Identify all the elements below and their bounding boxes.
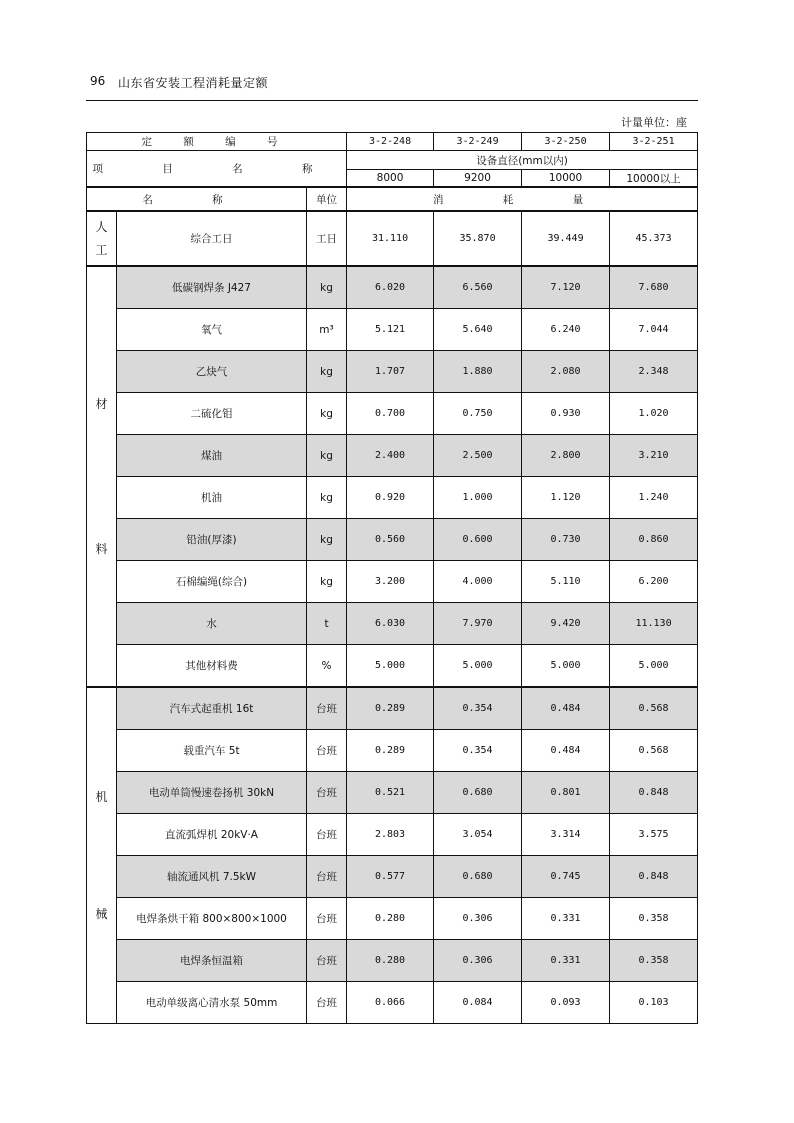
value-cell: 9.420: [522, 603, 610, 645]
value-cell: 0.860: [610, 519, 698, 561]
group-label: 设备直径(mm以内): [347, 151, 698, 170]
code-cell: 3-2-249: [434, 133, 522, 151]
item-name: 电焊条恒温箱: [117, 940, 307, 982]
value-cell: 7.680: [610, 266, 698, 309]
value-cell: 0.560: [347, 519, 434, 561]
header-rule: [86, 100, 698, 101]
value-cell: 0.930: [522, 393, 610, 435]
value-cell: 0.484: [522, 730, 610, 772]
item-unit: t: [307, 603, 347, 645]
value-cell: 4.000: [434, 561, 522, 603]
item-name: 氧气: [117, 309, 307, 351]
material-row: [87, 519, 698, 561]
item-unit: 台班: [307, 898, 347, 940]
item-name: 直流弧焊机 20kV·A: [117, 814, 307, 856]
item-unit: kg: [307, 351, 347, 393]
value-cell: 1.000: [434, 477, 522, 519]
value-cell: 2.803: [347, 814, 434, 856]
value-cell: 7.970: [434, 603, 522, 645]
value-cell: 0.920: [347, 477, 434, 519]
item-unit: 工日: [307, 211, 347, 266]
value-cell: 0.289: [347, 730, 434, 772]
value-cell: 0.354: [434, 687, 522, 730]
category-char: 械: [95, 907, 108, 922]
machinery-row: [87, 772, 698, 814]
value-cell: 0.354: [434, 730, 522, 772]
item-name: 其他材料费: [117, 645, 307, 688]
code-cell: 3-2-248: [347, 133, 434, 151]
value-cell: 0.568: [610, 687, 698, 730]
value-cell: 0.103: [610, 982, 698, 1024]
machinery-row: [87, 687, 698, 730]
value-cell: 6.240: [522, 309, 610, 351]
diameter-cell: 10000: [522, 170, 610, 188]
material-row: [87, 266, 698, 309]
value-cell: 3.210: [610, 435, 698, 477]
value-cell: 0.306: [434, 898, 522, 940]
category-char: 料: [95, 542, 108, 557]
item-unit: kg: [307, 435, 347, 477]
value-cell: 0.680: [434, 856, 522, 898]
value-cell: 6.200: [610, 561, 698, 603]
item-unit: kg: [307, 266, 347, 309]
value-cell: 39.449: [522, 211, 610, 266]
category-char: 工: [95, 243, 108, 258]
value-cell: 0.521: [347, 772, 434, 814]
value-cell: 3.575: [610, 814, 698, 856]
value-cell: 35.870: [434, 211, 522, 266]
material-row: [87, 351, 698, 393]
value-cell: 0.358: [610, 940, 698, 982]
item-unit: %: [307, 645, 347, 688]
value-cell: 6.560: [434, 266, 522, 309]
value-cell: 1.880: [434, 351, 522, 393]
item-name: 轴流通风机 7.5kW: [117, 856, 307, 898]
machinery-category: [87, 687, 117, 1024]
consume-label: 消 耗 量: [347, 187, 698, 211]
value-cell: 2.500: [434, 435, 522, 477]
value-cell: 31.110: [347, 211, 434, 266]
material-row: [87, 309, 698, 351]
value-cell: 11.130: [610, 603, 698, 645]
code-label: 定 额 编 号: [87, 133, 347, 151]
value-cell: 1.020: [610, 393, 698, 435]
machinery-row: [87, 898, 698, 940]
value-cell: 5.110: [522, 561, 610, 603]
value-cell: 5.000: [610, 645, 698, 688]
value-cell: 6.020: [347, 266, 434, 309]
value-cell: 7.120: [522, 266, 610, 309]
unit-label: 单位: [307, 187, 347, 211]
diameter-cell: 8000: [347, 170, 434, 188]
item-unit: 台班: [307, 856, 347, 898]
value-cell: 2.800: [522, 435, 610, 477]
value-cell: 2.400: [347, 435, 434, 477]
item-name: 水: [117, 603, 307, 645]
value-cell: 0.750: [434, 393, 522, 435]
material-row: [87, 435, 698, 477]
value-cell: 0.066: [347, 982, 434, 1024]
name-label: 名 称: [87, 187, 307, 211]
material-row: [87, 393, 698, 435]
value-cell: 0.700: [347, 393, 434, 435]
material-category: [87, 266, 117, 687]
item-name: 二硫化钼: [117, 393, 307, 435]
item-unit: kg: [307, 477, 347, 519]
item-name: 载重汽车 5t: [117, 730, 307, 772]
value-cell: 0.745: [522, 856, 610, 898]
item-name: 综合工日: [117, 211, 307, 266]
value-cell: 6.030: [347, 603, 434, 645]
value-cell: 0.280: [347, 898, 434, 940]
material-row: [87, 603, 698, 645]
value-cell: 5.000: [347, 645, 434, 688]
material-row: [87, 645, 698, 688]
item-unit: kg: [307, 519, 347, 561]
category-char: 材: [95, 396, 108, 411]
machinery-row: [87, 940, 698, 982]
item-name: 汽车式起重机 16t: [117, 687, 307, 730]
item-unit: 台班: [307, 814, 347, 856]
value-cell: 0.358: [610, 898, 698, 940]
item-unit: kg: [307, 393, 347, 435]
value-cell: 0.680: [434, 772, 522, 814]
code-cell: 3-2-250: [522, 133, 610, 151]
value-cell: 0.331: [522, 898, 610, 940]
item-label: 项 目 名 称: [87, 151, 347, 188]
machinery-row: [87, 730, 698, 772]
value-cell: 1.707: [347, 351, 434, 393]
item-unit: 台班: [307, 982, 347, 1024]
item-name: 煤油: [117, 435, 307, 477]
item-unit: m³: [307, 309, 347, 351]
value-cell: 0.289: [347, 687, 434, 730]
page-title: 山东省安装工程消耗量定额: [118, 76, 269, 90]
value-cell: 3.314: [522, 814, 610, 856]
labor-row: [87, 211, 698, 266]
item-unit: 台班: [307, 772, 347, 814]
value-cell: 45.373: [610, 211, 698, 266]
item-name: 电焊条烘干箱 800×800×1000: [117, 898, 307, 940]
material-row: [87, 561, 698, 603]
labor-category: [87, 211, 117, 266]
diameter-cell: 10000以上: [610, 170, 698, 188]
item-name: 铅油(厚漆): [117, 519, 307, 561]
value-cell: 0.306: [434, 940, 522, 982]
machinery-row: [87, 982, 698, 1024]
item-unit: kg: [307, 561, 347, 603]
item-name: 机油: [117, 477, 307, 519]
value-cell: 2.080: [522, 351, 610, 393]
item-name: 电动单筒慢速卷扬机 30kN: [117, 772, 307, 814]
item-unit: 台班: [307, 730, 347, 772]
value-cell: 0.484: [522, 687, 610, 730]
item-name: 石棉编绳(综合): [117, 561, 307, 603]
material-row: [87, 477, 698, 519]
page-number: 96: [90, 74, 106, 88]
item-name: 乙炔气: [117, 351, 307, 393]
value-cell: 0.084: [434, 982, 522, 1024]
value-cell: 0.568: [610, 730, 698, 772]
category-char: 人: [95, 219, 108, 234]
value-cell: 0.848: [610, 772, 698, 814]
diameter-cell: 9200: [434, 170, 522, 188]
item-name: 电动单级离心清水泵 50mm: [117, 982, 307, 1024]
value-cell: 5.121: [347, 309, 434, 351]
value-cell: 7.044: [610, 309, 698, 351]
value-cell: 0.600: [434, 519, 522, 561]
value-cell: 1.240: [610, 477, 698, 519]
value-cell: 0.730: [522, 519, 610, 561]
unit-note: 计量单位：座: [621, 116, 687, 129]
value-cell: 0.280: [347, 940, 434, 982]
machinery-row: [87, 856, 698, 898]
value-cell: 5.000: [434, 645, 522, 688]
value-cell: 5.640: [434, 309, 522, 351]
value-cell: 0.093: [522, 982, 610, 1024]
item-unit: 台班: [307, 940, 347, 982]
item-unit: 台班: [307, 687, 347, 730]
value-cell: 1.120: [522, 477, 610, 519]
value-cell: 0.577: [347, 856, 434, 898]
value-cell: 5.000: [522, 645, 610, 688]
value-cell: 0.848: [610, 856, 698, 898]
code-cell: 3-2-251: [610, 133, 698, 151]
value-cell: 0.801: [522, 772, 610, 814]
value-cell: 2.348: [610, 351, 698, 393]
value-cell: 3.054: [434, 814, 522, 856]
value-cell: 3.200: [347, 561, 434, 603]
machinery-row: [87, 814, 698, 856]
category-char: 机: [95, 789, 108, 804]
quota-table: [86, 132, 698, 1024]
value-cell: 0.331: [522, 940, 610, 982]
item-name: 低碳钢焊条 J427: [117, 266, 307, 309]
